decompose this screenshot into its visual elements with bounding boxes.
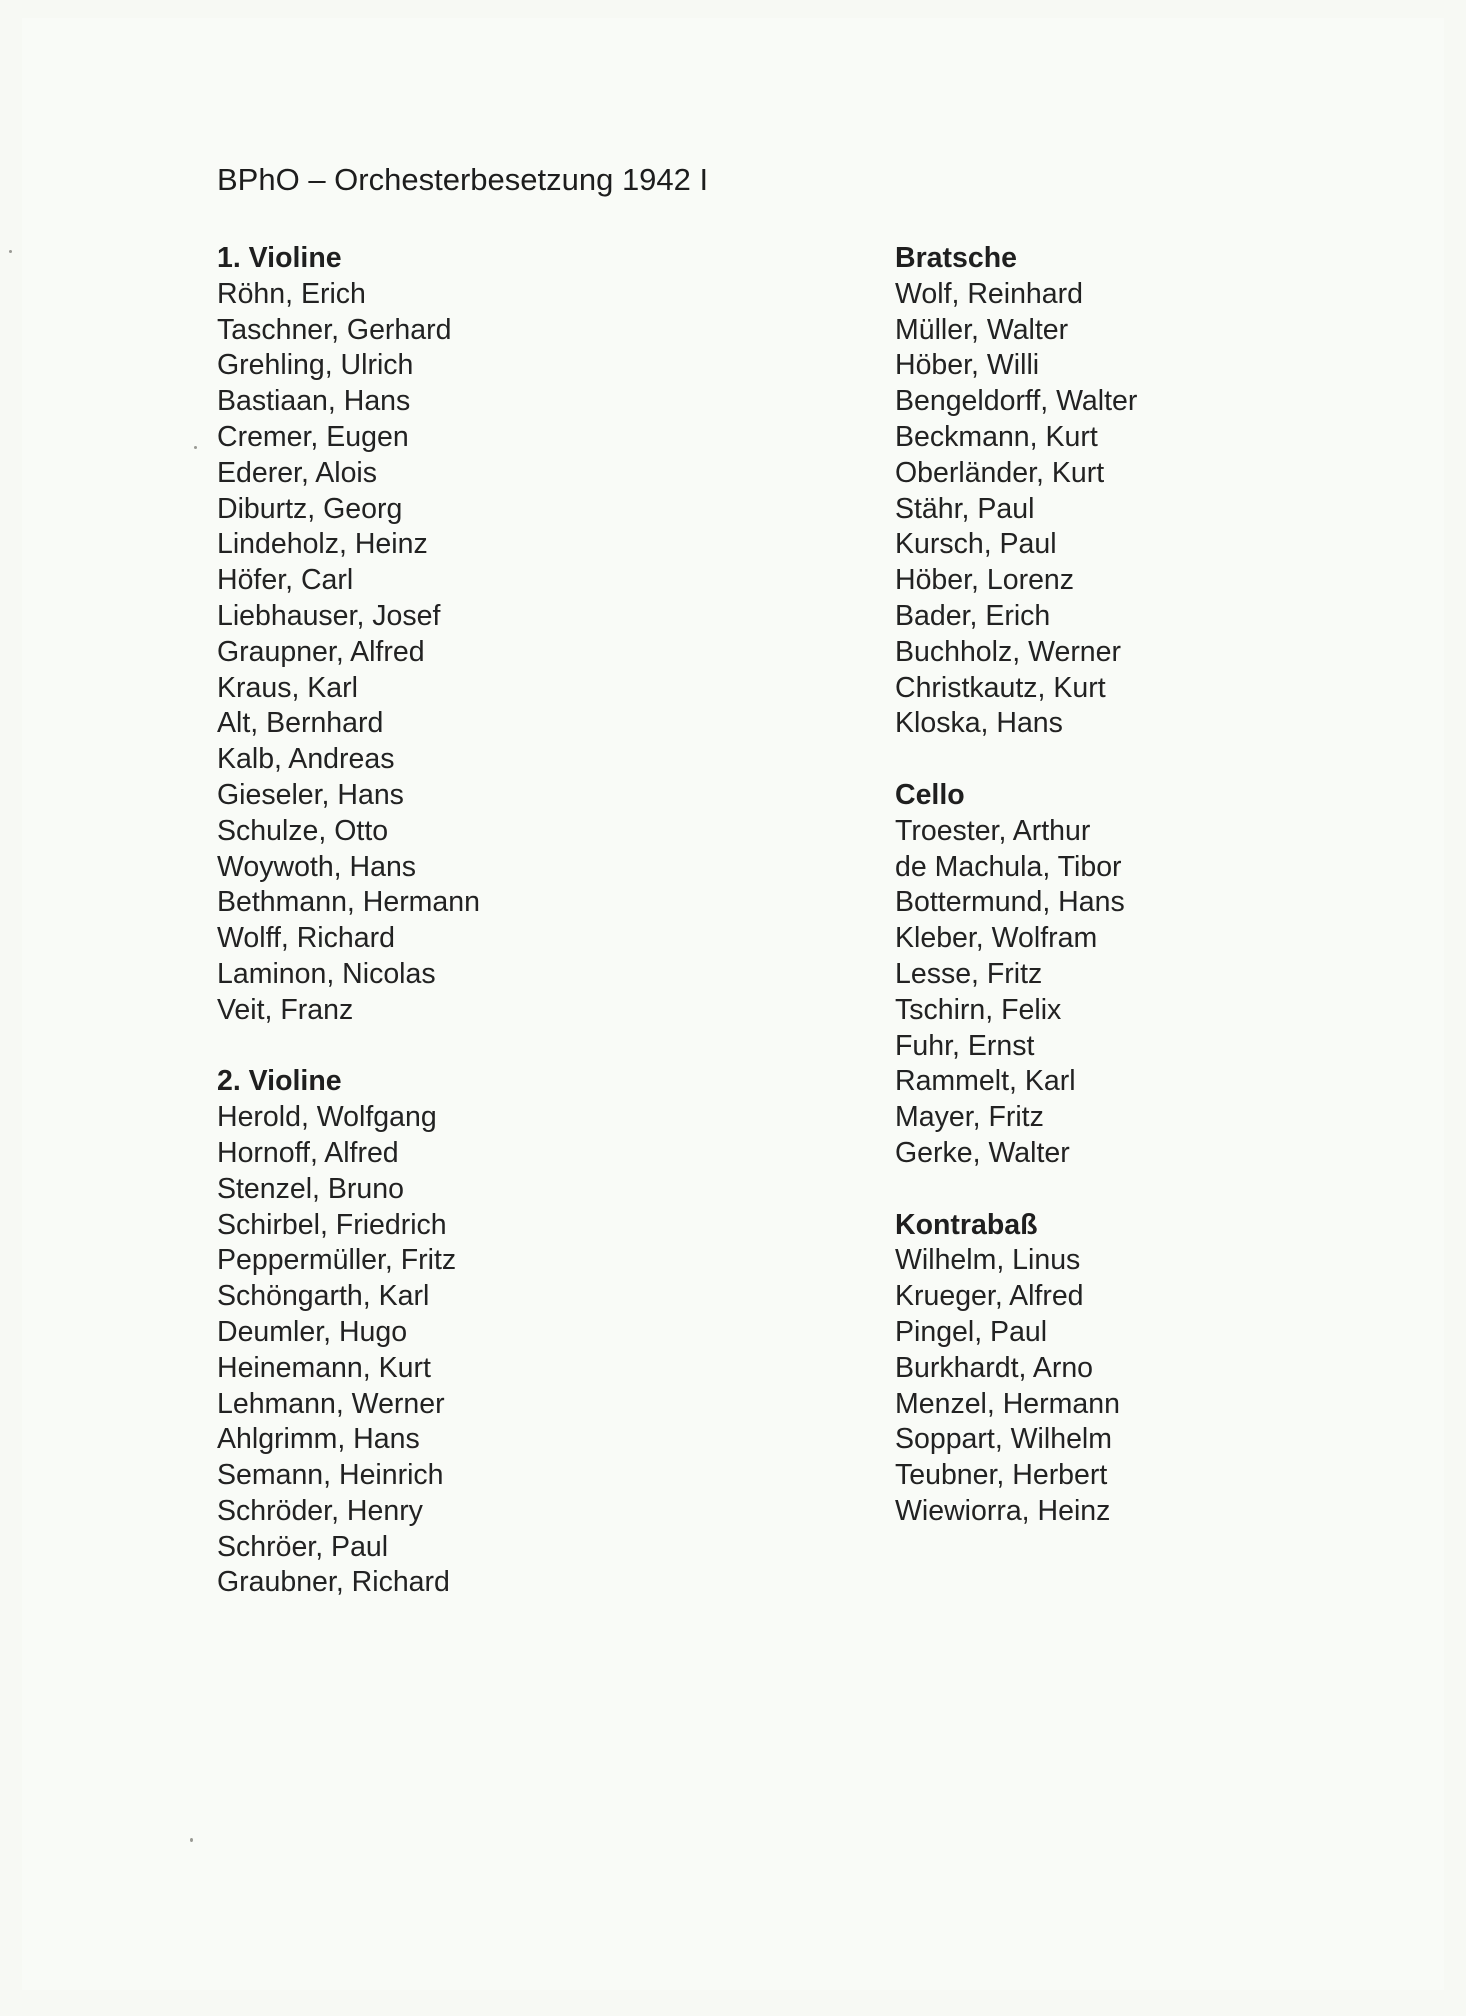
- member-name: Mayer, Fritz: [895, 1101, 1044, 1134]
- section-title: Cello: [895, 778, 965, 811]
- member-list: [895, 277, 1137, 742]
- section-kontrabass: [895, 1208, 1137, 1530]
- member-name: Gieseler, Hans: [217, 778, 404, 811]
- member-name: Bengeldorff, Walter: [895, 385, 1138, 418]
- section-title: 2. Violine: [217, 1065, 342, 1098]
- member-name: Liebhauser, Josef: [217, 599, 441, 632]
- member-name: Stenzel, Bruno: [217, 1172, 404, 1205]
- member-name: Wiewiorra, Heinz: [895, 1494, 1111, 1527]
- section-title: Kontrabaß: [895, 1208, 1038, 1241]
- member-name: Fuhr, Ernst: [895, 1029, 1035, 1062]
- member-name: Troester, Arthur: [895, 814, 1091, 847]
- member-name: Hornoff, Alfred: [217, 1136, 399, 1169]
- member-name: Oberländer, Kurt: [895, 456, 1105, 489]
- member-name: Ahlgrimm, Hans: [217, 1423, 420, 1456]
- member-name: Schröer, Paul: [217, 1530, 389, 1563]
- member-name: Gerke, Walter: [895, 1136, 1070, 1169]
- member-name: Burkhardt, Arno: [895, 1351, 1094, 1384]
- section-violine-1: [217, 241, 480, 1029]
- left-column: [217, 241, 480, 1601]
- member-name: Heinemann, Kurt: [217, 1351, 431, 1384]
- member-name: Schulze, Otto: [217, 814, 389, 847]
- member-name: Ederer, Alois: [217, 456, 378, 489]
- member-name: Tschirn, Felix: [895, 993, 1062, 1026]
- section-cello: [895, 778, 1137, 1172]
- member-name: Kleber, Wolfram: [895, 922, 1098, 955]
- section-violine-2: [217, 1064, 480, 1601]
- member-name: Graupner, Alfred: [217, 635, 425, 668]
- member-name: Lehmann, Werner: [217, 1387, 445, 1420]
- section-title: 1. Violine: [217, 242, 342, 274]
- member-name: Cremer, Eugen: [217, 420, 409, 453]
- right-column: [895, 241, 1137, 1530]
- member-name: Kraus, Karl: [217, 671, 358, 704]
- member-name: Veit, Franz: [217, 993, 354, 1026]
- member-name: Bader, Erich: [895, 599, 1051, 632]
- member-name: Rammelt, Karl: [895, 1065, 1076, 1098]
- member-name: de Machula, Tibor: [895, 850, 1122, 883]
- member-name: Wolff, Richard: [217, 922, 395, 955]
- member-name: Pingel, Paul: [895, 1315, 1048, 1348]
- member-name: Teubner, Herbert: [895, 1459, 1108, 1492]
- member-name: Beckmann, Kurt: [895, 420, 1098, 453]
- member-name: Lesse, Fritz: [895, 957, 1043, 990]
- member-name: Christkautz, Kurt: [895, 671, 1106, 704]
- member-name: Grehling, Ulrich: [217, 349, 414, 382]
- member-name: Schröder, Henry: [217, 1494, 423, 1527]
- member-name: Wilhelm, Linus: [895, 1244, 1081, 1277]
- member-name: Herold, Wolfgang: [217, 1101, 437, 1134]
- member-name: Höfer, Carl: [217, 564, 354, 597]
- member-name: Wolf, Reinhard: [895, 277, 1083, 310]
- member-name: Buchholz, Werner: [895, 635, 1121, 668]
- member-name: Müller, Walter: [895, 313, 1069, 346]
- member-name: Semann, Heinrich: [217, 1459, 444, 1492]
- section-bratsche: [895, 241, 1137, 742]
- member-name: Soppart, Wilhelm: [895, 1423, 1112, 1456]
- member-name: Graubner, Richard: [217, 1566, 450, 1599]
- member-name: Kursch, Paul: [895, 528, 1057, 561]
- member-name: Stähr, Paul: [895, 492, 1035, 525]
- member-name: Schirbel, Friedrich: [217, 1208, 447, 1241]
- member-name: Diburtz, Georg: [217, 492, 403, 525]
- member-name: Deumler, Hugo: [217, 1315, 408, 1348]
- member-name: Alt, Bernhard: [217, 707, 384, 740]
- member-name: Röhn, Erich: [217, 277, 366, 310]
- member-name: Höber, Lorenz: [895, 564, 1075, 597]
- scan-speck: [9, 250, 12, 253]
- member-name: Bastiaan, Hans: [217, 385, 411, 418]
- member-name: Woywoth, Hans: [217, 850, 417, 883]
- member-name: Krueger, Alfred: [895, 1280, 1084, 1313]
- member-name: Schöngarth, Karl: [217, 1280, 430, 1313]
- member-list: [217, 1100, 480, 1601]
- member-name: Menzel, Hermann: [895, 1387, 1120, 1420]
- member-name: Peppermüller, Fritz: [217, 1244, 457, 1277]
- section-title: Bratsche: [895, 242, 1017, 274]
- member-list: [217, 277, 480, 1029]
- member-name: Kloska, Hans: [895, 707, 1063, 740]
- member-name: Kalb, Andreas: [217, 743, 395, 776]
- member-name: Taschner, Gerhard: [217, 313, 452, 346]
- member-list: [895, 1243, 1137, 1529]
- scan-speck: [194, 446, 197, 449]
- scan-speck: [190, 1838, 193, 1842]
- member-name: Laminon, Nicolas: [217, 957, 436, 990]
- member-name: Höber, Willi: [895, 349, 1040, 382]
- member-name: Lindeholz, Heinz: [217, 528, 428, 561]
- document-title: BPhO – Orchesterbesetzung 1942 I: [217, 162, 709, 197]
- member-name: Bethmann, Hermann: [217, 886, 480, 919]
- member-list: [895, 814, 1137, 1172]
- member-name: Bottermund, Hans: [895, 886, 1125, 919]
